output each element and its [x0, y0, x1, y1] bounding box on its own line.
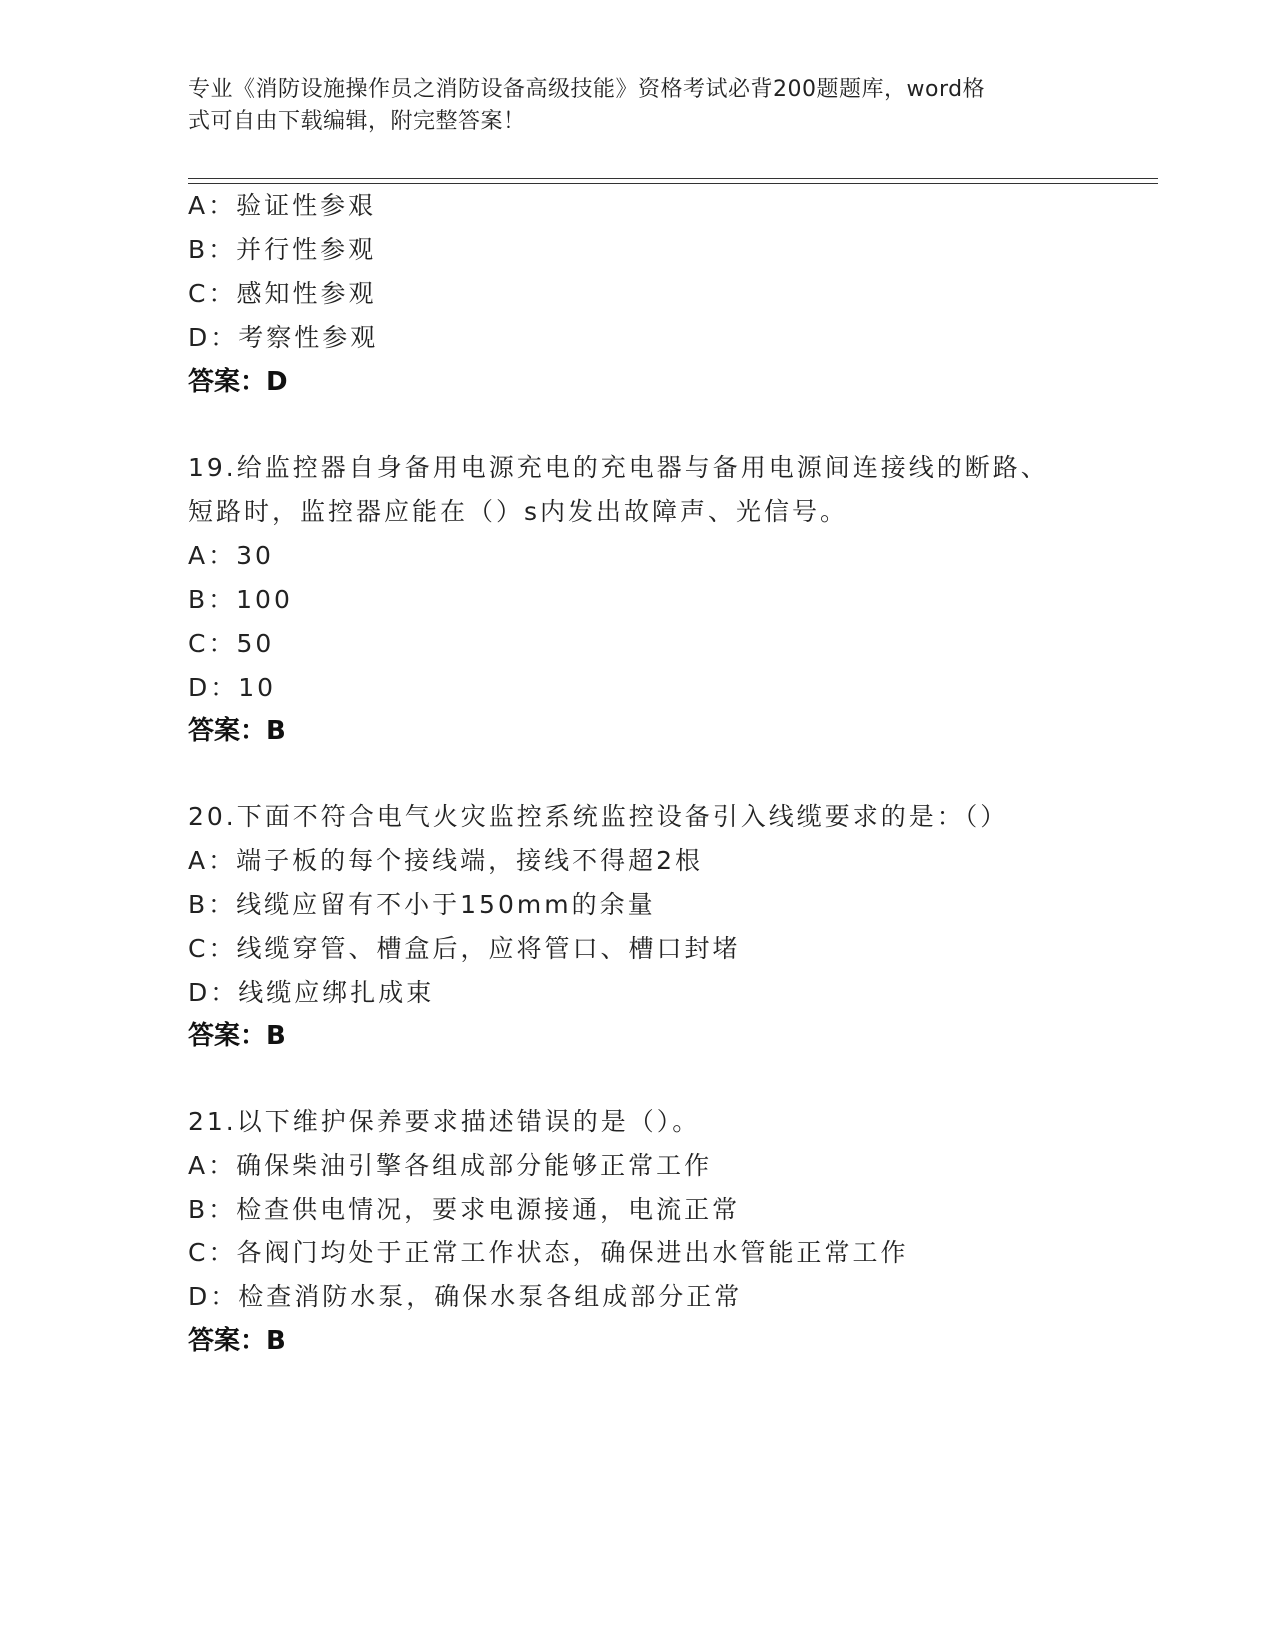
q18-option-d: D：考察性参观 [188, 323, 379, 352]
header-divider-top [188, 178, 1158, 179]
q18-answer: 答案：D [188, 367, 288, 397]
q18-option-a: A：验证性参艰 [188, 191, 377, 220]
q19-option-a: A：30 [188, 541, 274, 570]
q20-stem-line-1: 20.下面不符合电气火灾监控系统监控设备引入线缆要求的是：（） [188, 802, 1009, 831]
q19-stem-line-2: 短路时，监控器应能在（）s内发出故障声、光信号。 [188, 497, 849, 526]
q19-stem-line-1: 19.给监控器自身备用电源充电的充电器与备用电源间连接线的断路、 [188, 453, 1049, 482]
document-header [188, 74, 1068, 138]
header-line-2: 式可自由下载编辑，附完整答案！ [188, 109, 526, 134]
q18-option-c: C：感知性参观 [188, 279, 377, 308]
header-divider-bottom [188, 183, 1158, 184]
q21-stem-line-1: 21.以下维护保养要求描述错误的是（）。 [188, 1107, 701, 1136]
q20-option-a: A：端子板的每个接线端，接线不得超2根 [188, 846, 704, 875]
q18-option-b: B：并行性参观 [188, 235, 377, 264]
q21-answer: 答案：B [188, 1326, 286, 1356]
q19-option-b: B：100 [188, 585, 293, 614]
q19-option-c: C：50 [188, 629, 275, 658]
q20-option-b: B：线缆应留有不小于150mm的余量 [188, 890, 656, 919]
q19-option-d: D：10 [188, 673, 277, 702]
q19-answer: 答案：B [188, 716, 286, 746]
q21-option-b: B：检查供电情况，要求电源接通，电流正常 [188, 1195, 741, 1224]
q20-option-c: C：线缆穿管、槽盒后，应将管口、槽口封堵 [188, 934, 741, 963]
q21-option-a: A：确保柴油引擎各组成部分能够正常工作 [188, 1151, 713, 1180]
q21-option-c: C：各阀门均处于正常工作状态，确保进出水管能正常工作 [188, 1238, 909, 1267]
header-line-1: 专业《消防设施操作员之消防设备高级技能》资格考试必背200题题库，word格 [188, 77, 986, 102]
q20-answer: 答案：B [188, 1021, 286, 1051]
q20-option-d: D：线缆应绑扎成束 [188, 978, 435, 1007]
q21-option-d: D：检查消防水泵，确保水泵各组成部分正常 [188, 1282, 743, 1311]
